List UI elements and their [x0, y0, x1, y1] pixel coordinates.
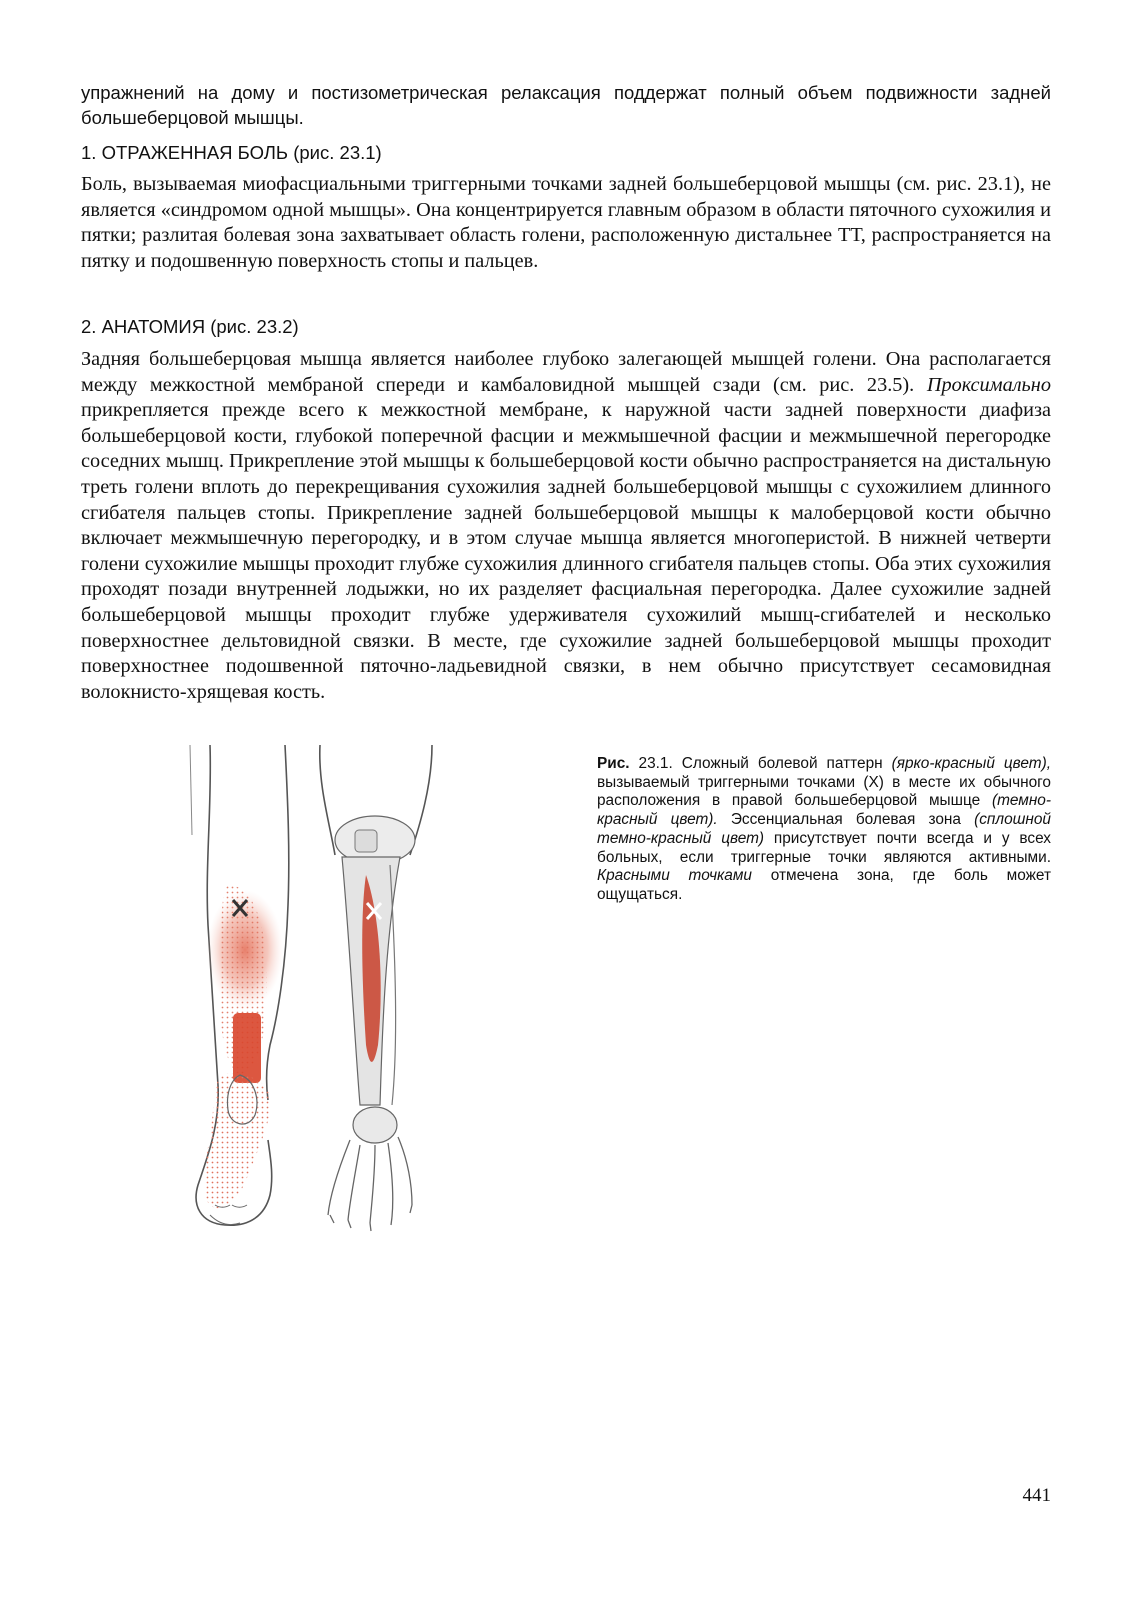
anatomy-paragraph	[81, 347, 1051, 705]
intro-paragraph: упражнений на дому и постизометрическая релаксация поддержат полный объем подвижности задней большеберцовой мышцы.	[81, 82, 1051, 128]
caption-part: Эссенциальная болевая зона	[717, 811, 975, 829]
right-leg-skeleton-drawing	[320, 745, 432, 1231]
anatomy-italic-term: Проксимально	[926, 373, 1051, 396]
caption-part: присутствует почти всегда и у всех больных, если триггерные точки являются активными.	[597, 829, 1052, 866]
referred-pain-paragraph: Боль, вызываемая миофасциальными триггерными точками задней большеберцовой мышцы (см. рис. 23.1), не является «синдромом одной мышцы». Она концентрируется главным образом в области пяточного сухожилия и пятки; разлитая болевая зона захватывает область голени, расположенную дистальнее ТТ, распространяется на пятку и подошвенную поверхность стопы и пальцев.	[81, 173, 1051, 272]
caption-part: 23.1. Сложный болевой паттерн	[629, 755, 892, 772]
left-leg-drawing	[190, 745, 289, 1225]
anatomy-text-rest: прикрепляется прежде всего к межкостной мембране, к наружной части задней поверхности диафиза большеберцовой кости, глубокой поперечной фасции и межмышечной фасции и межмышечной перегородке соседних мышц. Прикрепление этой мышцы к большеберцовой кости обычно распространяется на дистальную треть голени вплоть до перекрещивания сухожилия задней большеберцовой мышцы с сухожилием длинного сгибателя пальцев стопы. Прикрепление задней большеберцовой мышцы к малоберцовой кости обычно включает межмышечную перегородку, и в этом случае мышца является многоперистой. В нижней четверти голени сухожилие мышцы проходит глубже сухожилия длинного сгибателя пальцев стопы. Оба этих сухожилия проходят позади внутренней лодыжки, но их разделяет фасциальная перегородка. Далее сухожилие задней большеберцовой мышцы проходит глубже удерживателя сухожилий мышц-сгибателей и несколько поверхностнее дельтовидной связки. В месте, где сухожилие задней большеберцовой мышцы проходит поверхностнее подошвенной пяточно-ладьевидной связки, в нем обычно присутствует сесамовидная волокнисто-хрящевая кость.	[81, 399, 1051, 703]
figure-23-1-illustration	[170, 745, 570, 1235]
caption-part-italic: Красными точками	[597, 867, 752, 885]
caption-part: вызываемый триггерными точками (X) в месте их обычного расположения в правой большеберцовой мышце	[597, 773, 1051, 810]
caption-part: отмечена зона, где боль может ощущаться.	[597, 867, 1051, 903]
caption-part-italic: (темно-красный цвет).	[597, 792, 1051, 829]
figure-label: Рис.	[597, 755, 630, 772]
caption-part-italic: (ярко-красный цвет),	[891, 755, 1051, 772]
section-heading-referred-pain: 1. ОТРАЖЕННАЯ БОЛЬ (рис. 23.1)	[81, 142, 382, 163]
heel-sole-pain-zone	[204, 1073, 270, 1208]
section-heading-anatomy: 2. АНАТОМИЯ (рис. 23.2)	[81, 316, 299, 337]
anatomy-text-start: Задняя большеберцовая мышца является наиболее глубоко залегающей мышцей голени. Она располагается между межкостной мембраной спереди и камбаловидной мышцей сзади (см. рис. 23.5).	[81, 348, 1051, 396]
page-number: 441	[1022, 1485, 1051, 1506]
essential-pain-zone	[233, 1013, 261, 1083]
figure-caption	[597, 755, 1051, 905]
caption-part-italic: (сплошной темно-красный цвет)	[597, 811, 1051, 847]
